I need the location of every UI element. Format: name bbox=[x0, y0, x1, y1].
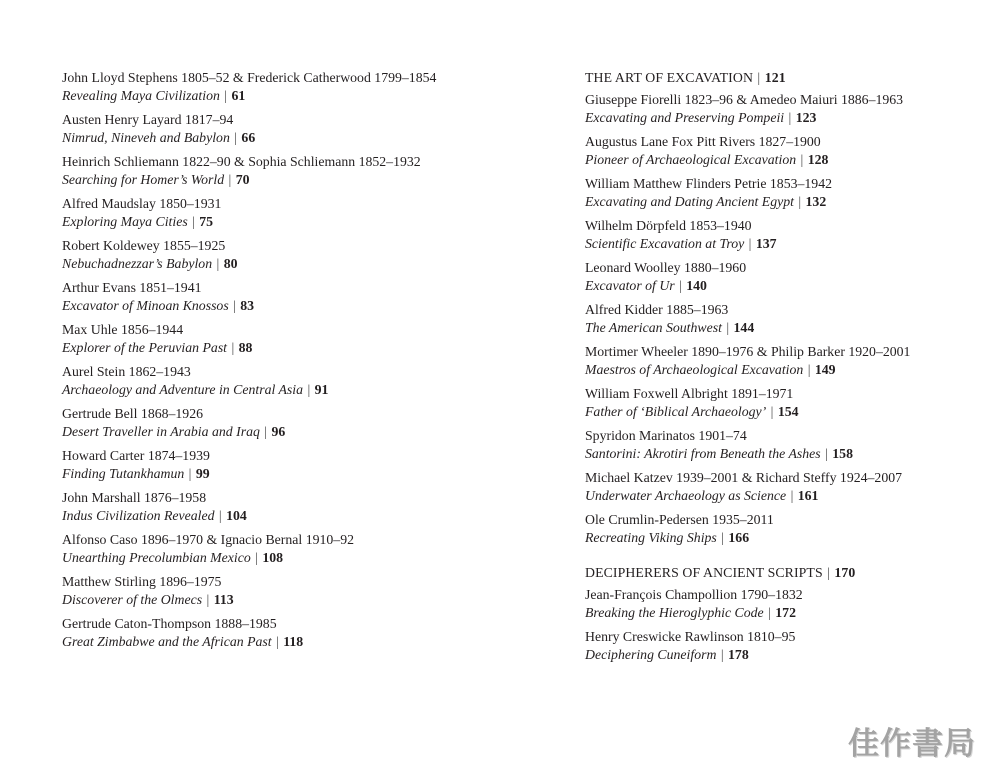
entry-subtitle-line bbox=[62, 549, 502, 567]
toc-entry bbox=[62, 111, 502, 153]
toc-entry bbox=[62, 405, 502, 447]
entry-title: Breaking the Hieroglyphic Code bbox=[585, 605, 764, 620]
section-heading-text: THE ART OF EXCAVATION bbox=[585, 70, 754, 85]
entry-subtitle-line bbox=[62, 213, 502, 231]
entry-title: Scientific Excavation at Troy bbox=[585, 236, 745, 251]
page-number: 80 bbox=[223, 256, 238, 271]
separator: | bbox=[234, 130, 238, 145]
separator: | bbox=[790, 488, 794, 503]
entry-subtitle-line bbox=[585, 445, 985, 463]
entry-name: Gertrude Bell 1868–1926 bbox=[62, 406, 204, 421]
entry-title: Indus Civilization Revealed bbox=[62, 508, 215, 523]
page-number: 144 bbox=[733, 320, 755, 335]
entry-subtitle-line bbox=[62, 297, 502, 315]
page-number: 123 bbox=[795, 110, 817, 125]
page-number: 83 bbox=[240, 298, 255, 313]
entry-subtitle-line bbox=[585, 109, 985, 127]
entry-name: Jean-François Champollion 1790–1832 bbox=[585, 587, 803, 602]
entry-subtitle-line bbox=[585, 487, 985, 505]
toc-entry bbox=[62, 237, 502, 279]
entry-name: Alfred Maudslay 1850–1931 bbox=[62, 196, 222, 211]
entry-subtitle-line bbox=[62, 591, 502, 609]
section-heading bbox=[585, 69, 985, 91]
entry-subtitle-line bbox=[62, 87, 502, 105]
entry-subtitle-line bbox=[585, 604, 985, 622]
entry-name: Arthur Evans 1851–1941 bbox=[62, 280, 202, 295]
separator: | bbox=[276, 634, 279, 649]
entry-name: William Matthew Flinders Petrie 1853–1942 bbox=[585, 176, 832, 191]
entry-name: Max Uhle 1856–1944 bbox=[62, 322, 184, 337]
toc-entry bbox=[62, 531, 502, 573]
toc-entry bbox=[585, 133, 985, 175]
entry-title: Underwater Archaeology as Science bbox=[585, 488, 787, 503]
entry-title: Pioneer of Archaeological Excavation bbox=[585, 152, 797, 167]
entry-subtitle-line bbox=[585, 319, 985, 337]
separator: | bbox=[788, 110, 792, 125]
left-column bbox=[62, 69, 502, 657]
entry-subtitle-line bbox=[585, 193, 985, 211]
page-number: 118 bbox=[283, 634, 304, 649]
separator: | bbox=[231, 340, 235, 355]
section-page-number: 121 bbox=[764, 70, 786, 85]
page-number: 132 bbox=[805, 194, 827, 209]
entry-name: Heinrich Schliemann 1822–90 & Sophia Schliemann 1852–1932 bbox=[62, 154, 421, 169]
toc-entry bbox=[585, 175, 985, 217]
separator: | bbox=[224, 88, 228, 103]
toc-entry bbox=[62, 321, 502, 363]
page-number: 172 bbox=[775, 605, 796, 620]
watermark: 佳作書局 bbox=[848, 726, 976, 762]
entry-subtitle-line bbox=[585, 151, 985, 169]
toc-entry bbox=[62, 195, 502, 237]
entry-subtitle-line bbox=[62, 633, 502, 651]
entry-title: Explorer of the Peruvian Past bbox=[62, 340, 228, 355]
right-column bbox=[585, 69, 985, 670]
separator: | bbox=[264, 424, 268, 439]
entry-subtitle-line bbox=[62, 171, 502, 189]
entry-title: Desert Traveller in Arabia and Iraq bbox=[62, 424, 260, 439]
entry-title: Archaeology and Adventure in Central Asia bbox=[62, 382, 304, 397]
entry-subtitle-line bbox=[62, 339, 502, 357]
separator: | bbox=[233, 298, 236, 313]
entry-subtitle-line bbox=[62, 507, 502, 525]
entry-title: Excavator of Ur bbox=[585, 278, 675, 293]
section-decipherers-of-ancient-scripts bbox=[585, 553, 985, 670]
page-number: 88 bbox=[238, 340, 253, 355]
page-number: 154 bbox=[777, 404, 799, 419]
separator: | bbox=[768, 605, 771, 620]
separator: | bbox=[228, 172, 232, 187]
separator: | bbox=[188, 466, 192, 481]
page-number: 66 bbox=[241, 130, 256, 145]
section-art-of-excavation bbox=[585, 69, 985, 553]
entry-title: Great Zimbabwe and the African Past bbox=[62, 634, 272, 649]
toc-entry bbox=[585, 469, 985, 511]
entry-title: Recreating Viking Ships bbox=[585, 530, 717, 545]
entry-name: Augustus Lane Fox Pitt Rivers 1827–1900 bbox=[585, 134, 821, 149]
toc-entry bbox=[62, 279, 502, 321]
separator: | bbox=[800, 152, 804, 167]
entry-title: Unearthing Precolumbian Mexico bbox=[62, 550, 251, 565]
entry-name: Howard Carter 1874–1939 bbox=[62, 448, 210, 463]
page-number: 96 bbox=[271, 424, 286, 439]
separator: | bbox=[825, 446, 828, 461]
entry-name: Giuseppe Fiorelli 1823–96 & Amedeo Maiuri 1886–1963 bbox=[585, 92, 904, 107]
entry-subtitle-line bbox=[62, 129, 502, 147]
entry-name: Henry Creswicke Rawlinson 1810–95 bbox=[585, 629, 796, 644]
toc-entry bbox=[585, 301, 985, 343]
entry-name: John Lloyd Stephens 1805–52 & Frederick Catherwood 1799–1854 bbox=[62, 70, 437, 85]
entry-name: Mortimer Wheeler 1890–1976 & Philip Barker 1920–2001 bbox=[585, 344, 911, 359]
entry-title: Revealing Maya Civilization bbox=[62, 88, 220, 103]
page-number: 61 bbox=[231, 88, 246, 103]
entry-subtitle-line bbox=[62, 381, 502, 399]
page-number: 108 bbox=[262, 550, 284, 565]
entry-name: Gertrude Caton-Thompson 1888–1985 bbox=[62, 616, 277, 631]
entry-name: John Marshall 1876–1958 bbox=[62, 490, 207, 505]
entry-title: Nebuchadnezzar’s Babylon bbox=[62, 256, 213, 271]
separator: | bbox=[216, 256, 220, 271]
toc-entry bbox=[62, 69, 502, 111]
separator: | bbox=[255, 550, 258, 565]
toc-entry bbox=[585, 586, 985, 628]
toc-entry bbox=[62, 615, 502, 657]
separator: | bbox=[679, 278, 682, 293]
toc-entry bbox=[62, 363, 502, 405]
separator: | bbox=[798, 194, 802, 209]
entry-title: Deciphering Cuneiform bbox=[585, 647, 717, 662]
toc-entry bbox=[585, 511, 985, 553]
entry-subtitle-line bbox=[62, 465, 502, 483]
toc-entry bbox=[62, 153, 502, 195]
toc-entry bbox=[62, 573, 502, 615]
entry-title: Discoverer of the Olmecs bbox=[62, 592, 203, 607]
entry-name: Wilhelm Dörpfeld 1853–1940 bbox=[585, 218, 752, 233]
page-number: 149 bbox=[814, 362, 836, 377]
page-number: 140 bbox=[686, 278, 707, 293]
page-number: 128 bbox=[807, 152, 829, 167]
page-number: 75 bbox=[199, 214, 214, 229]
page-number: 99 bbox=[195, 466, 210, 481]
entry-title: Excavating and Dating Ancient Egypt bbox=[585, 194, 794, 209]
separator: | bbox=[757, 70, 761, 85]
separator: | bbox=[218, 508, 222, 523]
entry-subtitle-line bbox=[585, 277, 985, 295]
page-number: 166 bbox=[728, 530, 750, 545]
page-number: 91 bbox=[314, 382, 329, 397]
entry-title: Excavator of Minoan Knossos bbox=[62, 298, 229, 313]
entry-name: Michael Katzev 1939–2001 & Richard Steffy 1924–2007 bbox=[585, 470, 903, 485]
toc-entry bbox=[585, 259, 985, 301]
entry-name: Alfonso Caso 1896–1970 & Ignacio Bernal 1910–92 bbox=[62, 532, 354, 547]
entry-title: Searching for Homer’s World bbox=[62, 172, 225, 187]
entry-title: Excavating and Preserving Pompeii bbox=[585, 110, 785, 125]
toc-entry bbox=[585, 343, 985, 385]
section-heading bbox=[585, 564, 985, 586]
entry-name: Aurel Stein 1862–1943 bbox=[62, 364, 191, 379]
toc-entry bbox=[585, 628, 985, 670]
separator: | bbox=[192, 214, 195, 229]
page-number: 178 bbox=[728, 647, 749, 662]
toc-entry bbox=[62, 489, 502, 531]
entry-name: Alfred Kidder 1885–1963 bbox=[585, 302, 729, 317]
entry-subtitle-line bbox=[585, 646, 985, 664]
entry-subtitle-line bbox=[585, 529, 985, 547]
separator: | bbox=[720, 647, 724, 662]
separator: | bbox=[827, 565, 831, 580]
entry-subtitle-line bbox=[62, 423, 502, 441]
page-number: 113 bbox=[213, 592, 234, 607]
toc-entry bbox=[585, 427, 985, 469]
section-page-number: 170 bbox=[834, 565, 856, 580]
entry-subtitle-line bbox=[585, 403, 985, 421]
entry-subtitle-line bbox=[585, 235, 985, 253]
entry-title: The American Southwest bbox=[585, 320, 722, 335]
separator: | bbox=[807, 362, 811, 377]
entry-name: Robert Koldewey 1855–1925 bbox=[62, 238, 226, 253]
entry-subtitle-line bbox=[62, 255, 502, 273]
section-heading-text: DECIPHERERS OF ANCIENT SCRIPTS bbox=[585, 565, 823, 580]
separator: | bbox=[726, 320, 730, 335]
entry-subtitle-line bbox=[585, 361, 985, 379]
separator: | bbox=[770, 404, 774, 419]
entry-name: Austen Henry Layard 1817–94 bbox=[62, 112, 234, 127]
toc-entry bbox=[62, 447, 502, 489]
entry-title: Finding Tutankhamun bbox=[62, 466, 185, 481]
page-number: 158 bbox=[832, 446, 853, 461]
separator: | bbox=[206, 592, 210, 607]
entry-name: Spyridon Marinatos 1901–74 bbox=[585, 428, 747, 443]
entry-name: Leonard Woolley 1880–1960 bbox=[585, 260, 747, 275]
page-number: 104 bbox=[226, 508, 247, 523]
entry-title: Father of ‘Biblical Archaeology’ bbox=[585, 404, 767, 419]
entry-title: Santorini: Akrotiri from Beneath the Ashes bbox=[585, 446, 821, 461]
entry-title: Exploring Maya Cities bbox=[62, 214, 188, 229]
entry-name: William Foxwell Albright 1891–1971 bbox=[585, 386, 794, 401]
separator: | bbox=[721, 530, 724, 545]
entry-name: Matthew Stirling 1896–1975 bbox=[62, 574, 222, 589]
page-number: 161 bbox=[797, 488, 819, 503]
toc-entry bbox=[585, 385, 985, 427]
page-number: 70 bbox=[235, 172, 250, 187]
page-number: 137 bbox=[755, 236, 777, 251]
entry-name: Ole Crumlin-Pedersen 1935–2011 bbox=[585, 512, 774, 527]
separator: | bbox=[748, 236, 752, 251]
entry-title: Maestros of Archaeological Excavation bbox=[585, 362, 804, 377]
toc-entry bbox=[585, 91, 985, 133]
toc-entry bbox=[585, 217, 985, 259]
entry-title: Nimrud, Nineveh and Babylon bbox=[62, 130, 230, 145]
separator: | bbox=[307, 382, 311, 397]
